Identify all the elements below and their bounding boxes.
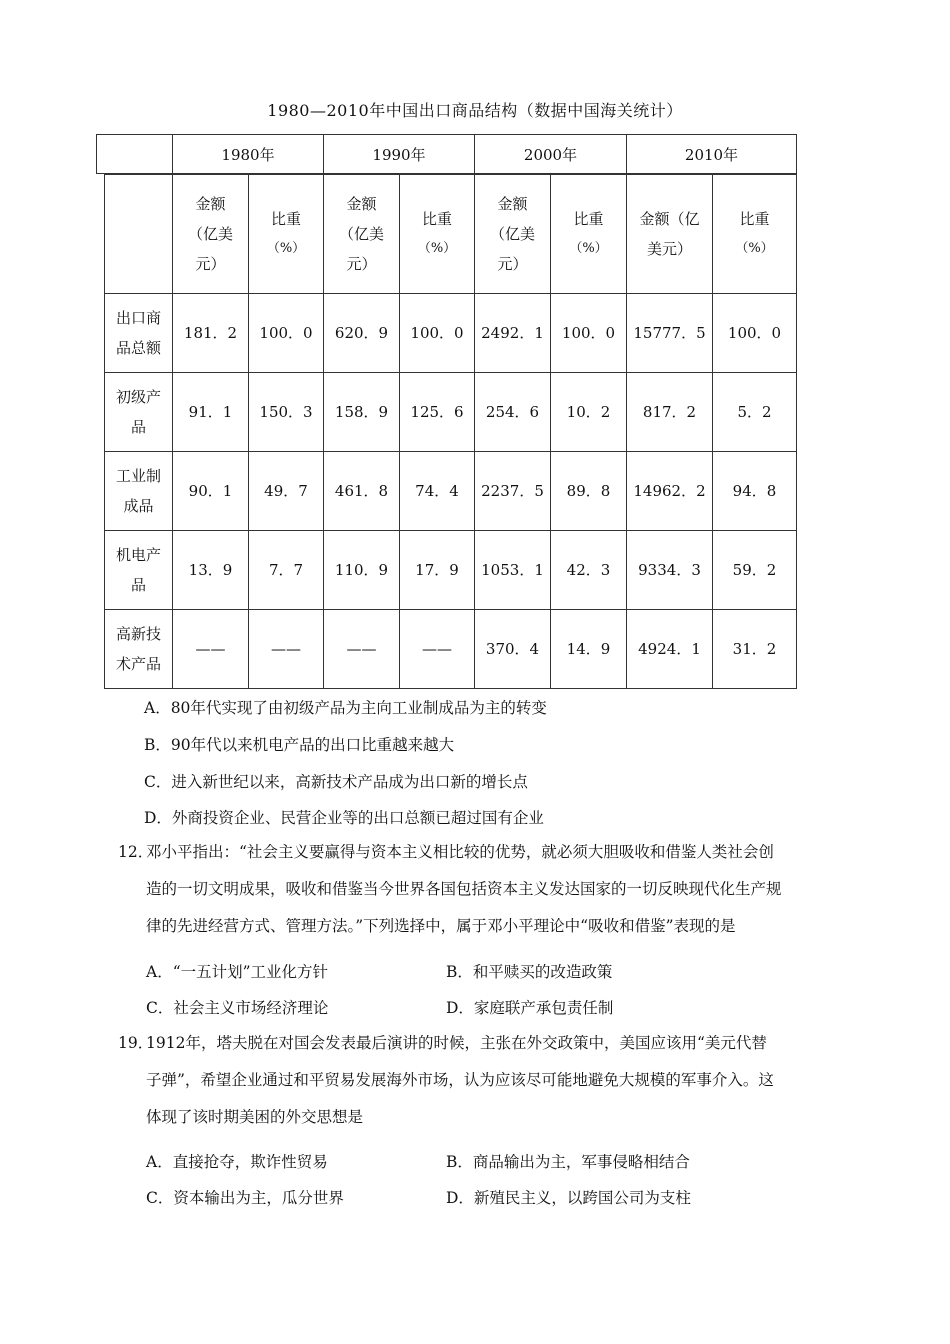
share-cell: 100．0: [713, 294, 797, 373]
q12-option-b: B．和平赎买的改造政策: [446, 963, 613, 981]
question-line: 体现了该时期美困的外交思想是: [146, 1108, 364, 1126]
amount-cell: ——: [173, 610, 249, 689]
year-1990: 1990年: [324, 135, 475, 174]
share-cell: 89．8: [551, 452, 627, 531]
table-row: [105, 294, 797, 373]
row-label-line: 成品: [123, 497, 154, 515]
row-label-line: 品总额: [115, 339, 161, 357]
share-header: 比重 （%）: [551, 175, 627, 294]
row-label: [105, 373, 173, 452]
q12-option-a: A．“一五计划”工业化方针: [146, 963, 329, 981]
share-cell: 31．2: [713, 610, 797, 689]
question-number: 19．: [118, 1034, 154, 1052]
q12-options-row-2: [146, 996, 613, 1018]
year-2010: 2010年: [627, 135, 797, 174]
amount-cell: ——: [324, 610, 400, 689]
table-title: 1980—2010年中国出口商品结构（数据中国海关统计）: [267, 101, 683, 120]
share-cell: 5．2: [713, 373, 797, 452]
row-label: [105, 294, 173, 373]
amount-cell: 181．2: [173, 294, 249, 373]
amount-cell: 2237．5: [475, 452, 551, 531]
table-row: [105, 610, 797, 689]
question-line: 律的先进经营方式、管理方法。”下列选择中，属于邓小平理论中“吸收和借鉴”表现的是: [146, 917, 736, 935]
question-line: 造的一切文明成果，吸收和借鉴当今世界各国包括资本主义发达国家的一切反映现代化生产规: [146, 880, 782, 898]
row-label: [105, 452, 173, 531]
column-header-row: [105, 175, 797, 294]
export-structure-table: [104, 174, 797, 689]
question-line: 邓小平指出：“社会主义要赢得与资本主义相比较的优势，就必须大胆吸收和借鉴人类社会创: [146, 843, 774, 861]
row-label-line: 工业制: [115, 467, 161, 485]
amount-cell: 370．4: [475, 610, 551, 689]
share-header: 比重 （%）: [400, 175, 475, 294]
q11-option-d: D．外商投资企业、民营企业等的出口总额已超过国有企业: [144, 809, 544, 827]
row-label-line: 品: [130, 576, 146, 594]
table-row: [105, 531, 797, 610]
blank-corner-cell: [97, 135, 173, 174]
q19-options-row-1: [146, 1150, 690, 1172]
amount-cell: 461．8: [324, 452, 400, 531]
share-cell: 42．3: [551, 531, 627, 610]
amount-header: 金额 （亿美 元）: [475, 175, 551, 294]
amount-cell: 817．2: [627, 373, 713, 452]
q11-option-a: A．80年代实现了由初级产品为主向工业制成品为主的转变: [144, 699, 547, 717]
amount-header: 金额（亿 美元）: [627, 175, 713, 294]
share-cell: 74．4: [400, 452, 475, 531]
question-line: 1912年，塔夫脱在对国会发表最后演讲的时候，主张在外交政策中，美国应该用“美元代替: [146, 1034, 767, 1052]
q19-options-row-2: [146, 1186, 691, 1208]
share-cell: 150．3: [249, 373, 324, 452]
amount-header: 金额 （亿美 元）: [173, 175, 249, 294]
share-cell: ——: [249, 610, 324, 689]
amount-cell: 9334．3: [627, 531, 713, 610]
share-cell: 7．7: [249, 531, 324, 610]
row-label: [105, 610, 173, 689]
amount-cell: 4924．1: [627, 610, 713, 689]
question-number: 12．: [118, 843, 154, 861]
table-row: [105, 452, 797, 531]
row-label-line: 高新技: [115, 625, 161, 643]
q19-option-b: B．商品输出为主，军事侵略相结合: [446, 1153, 690, 1171]
share-cell: 100．0: [249, 294, 324, 373]
amount-cell: 14962．2: [627, 452, 713, 531]
year-2000: 2000年: [475, 135, 627, 174]
q12-option-d: D．家庭联产承包责任制: [446, 999, 614, 1017]
amount-cell: 91．1: [173, 373, 249, 452]
share-cell: 59．2: [713, 531, 797, 610]
amount-cell: 620．9: [324, 294, 400, 373]
table-row: [105, 373, 797, 452]
amount-header: 金额 （亿美 元）: [324, 175, 400, 294]
q12-options-row-1: [146, 960, 612, 982]
share-cell: 100．0: [551, 294, 627, 373]
question-line: 子弹”，希望企业通过和平贸易发展海外市场，认为应该尽可能地避免大规模的军事介入。这: [146, 1071, 774, 1089]
q19-option-a: A．直接抢夺，欺诈性贸易: [146, 1153, 328, 1171]
row-label-line: 品: [130, 418, 146, 436]
share-cell: 125．6: [400, 373, 475, 452]
year-header-table: [96, 134, 797, 174]
amount-cell: 15777．5: [627, 294, 713, 373]
share-cell: ——: [400, 610, 475, 689]
q19-option-c: C．资本输出为主，瓜分世界: [146, 1189, 344, 1207]
share-cell: 14．9: [551, 610, 627, 689]
row-label-line: 初级产: [115, 388, 161, 406]
amount-cell: 1053．1: [475, 531, 551, 610]
row-label-header: [105, 175, 173, 294]
q19-option-d: D．新殖民主义，以跨国公司为支柱: [446, 1189, 691, 1207]
q12-option-c: C．社会主义市场经济理论: [146, 999, 329, 1017]
row-label-line: 术产品: [115, 655, 161, 673]
q11-option-b: B．90年代以来机电产品的出口比重越来越大: [144, 736, 455, 754]
share-cell: 100．0: [400, 294, 475, 373]
amount-cell: 2492．1: [475, 294, 551, 373]
share-cell: 49．7: [249, 452, 324, 531]
amount-cell: 110．9: [324, 531, 400, 610]
share-cell: 10．2: [551, 373, 627, 452]
amount-cell: 254．6: [475, 373, 551, 452]
row-label-line: 机电产: [115, 546, 161, 564]
question-19: [118, 1025, 848, 1136]
amount-cell: 90．1: [173, 452, 249, 531]
row-label-line: 出口商: [115, 309, 161, 327]
amount-cell: 158．9: [324, 373, 400, 452]
q11-option-c: C．进入新世纪以来，高新技术产品成为出口新的增长点: [144, 773, 528, 791]
row-label: [105, 531, 173, 610]
amount-cell: 13．9: [173, 531, 249, 610]
share-cell: 94．8: [713, 452, 797, 531]
share-header: 比重 （%）: [713, 175, 797, 294]
share-header: 比重 （%）: [249, 175, 324, 294]
year-1980: 1980年: [173, 135, 324, 174]
question-12: [118, 834, 848, 945]
share-cell: 17．9: [400, 531, 475, 610]
